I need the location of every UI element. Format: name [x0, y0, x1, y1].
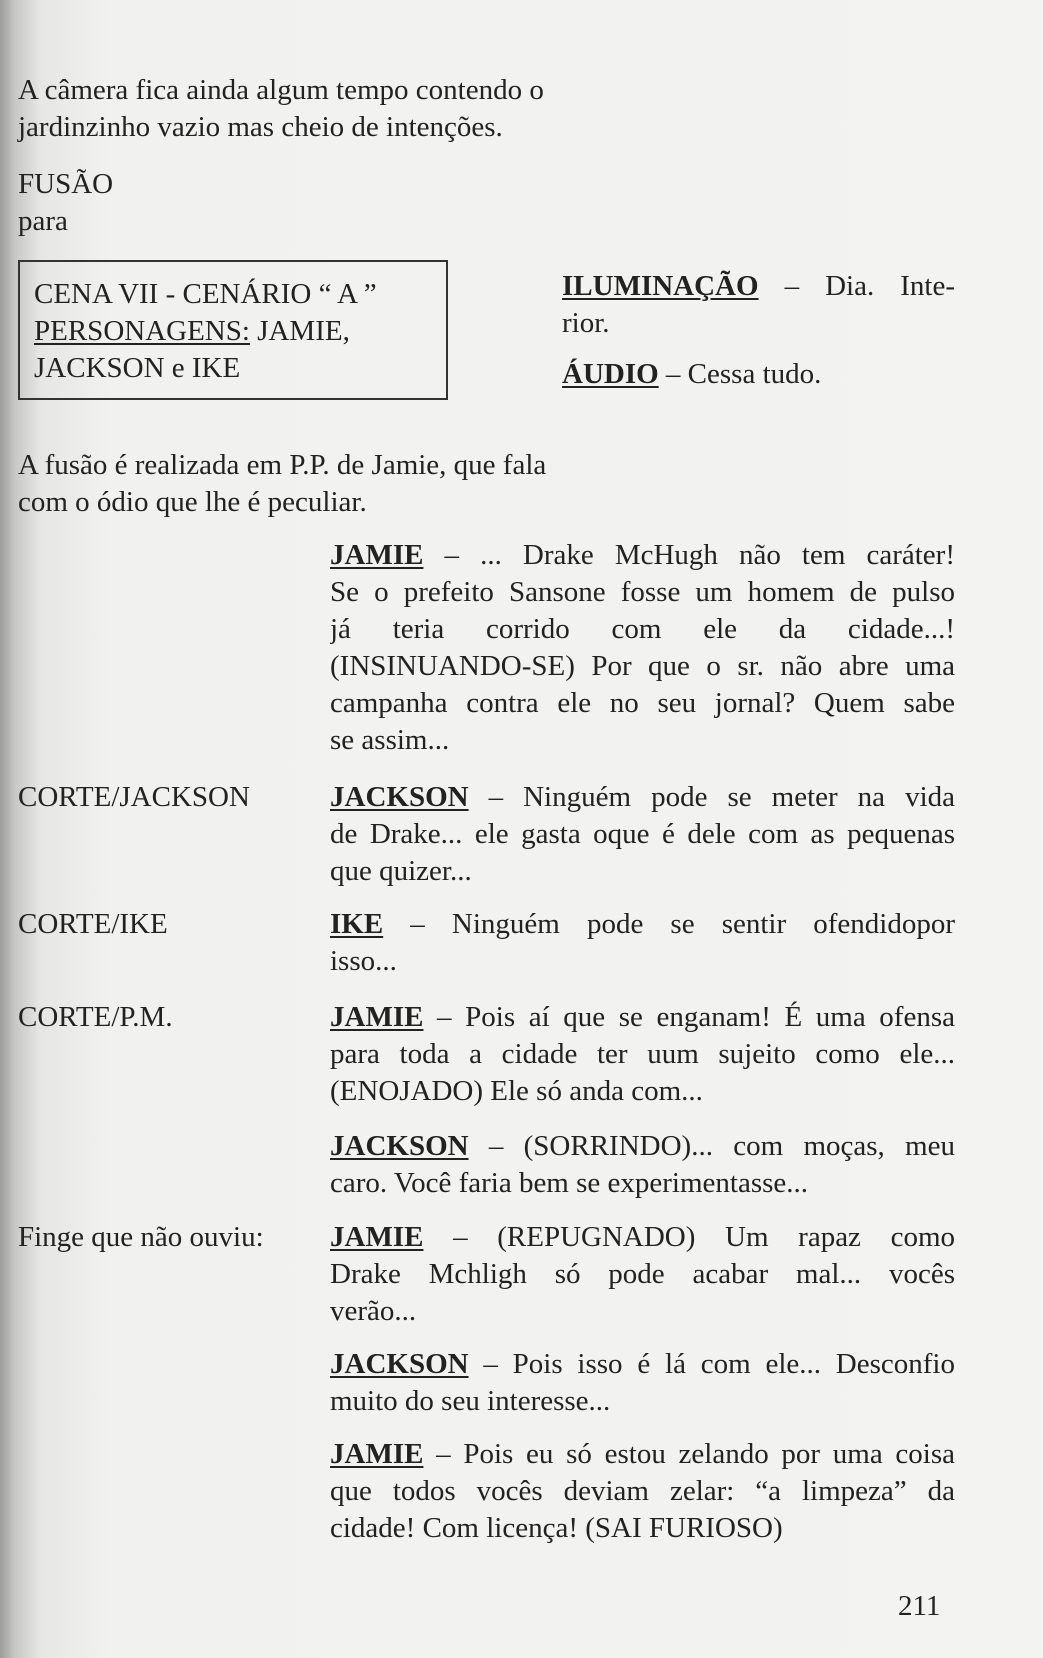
scene-characters [34, 313, 350, 350]
fusion-description-line: A fusão é realizada em P.P. de Jamie, que fala [18, 449, 547, 481]
dialogue-first-line [330, 537, 955, 574]
intro-line: A câmera fica ainda algum tempo contendo o [18, 74, 544, 106]
technical-notes [562, 268, 955, 393]
audio-note [562, 342, 955, 393]
dialogue-line: (INSINUANDO-SE) Por que o sr. não abre uma [330, 650, 955, 682]
cue-corte-ike: CORTE/IKE [18, 908, 168, 940]
speaker-name: JACKSON [330, 1130, 469, 1162]
cue-finge: Finge que não ouviu: [18, 1221, 264, 1253]
fusion-description-line: com o ódio que lhe é peculiar. [18, 486, 367, 518]
lighting-text: – Dia. Inte- [758, 270, 955, 302]
dialogue-line: Drake Mchligh só pode acabar mal... vocês [330, 1258, 955, 1290]
dialogue-first-line [330, 1436, 955, 1473]
dialogue-line: Se o prefeito Sansone fosse um homem de pulso [330, 576, 955, 608]
lighting-note [562, 268, 955, 305]
characters-first: JAMIE, [249, 315, 350, 347]
audio-label: ÁUDIO [562, 358, 659, 390]
cue-corte-jackson: CORTE/JACKSON [18, 781, 250, 813]
dialogue-line: que todos vocês deviam zelar: “a limpeza” da [330, 1475, 955, 1507]
speaker-name: JAMIE [330, 1438, 424, 1470]
dialogue-jackson-1 [330, 779, 955, 890]
dialogue-first-line [330, 906, 955, 943]
dialogue-line: para toda a cidade ter uum sujeito como ele... [330, 1038, 955, 1070]
dialogue-text: – (SORRINDO)... com moças, meu [468, 1130, 955, 1162]
dialogue-first-line [330, 1128, 955, 1165]
dialogue-line: que quizer... [330, 855, 472, 887]
cue-corte-pm: CORTE/P.M. [18, 1001, 173, 1033]
dialogue-line: campanha contra ele no seu jornal? Quem sabe [330, 687, 955, 719]
lighting-label: ILUMINAÇÃO [562, 270, 759, 302]
dialogue-text: – ... Drake McHugh não tem caráter! [423, 539, 955, 571]
page-number: 211 [898, 1590, 941, 1622]
dialogue-line: verão... [330, 1295, 417, 1327]
lighting-note-cont: rior. [562, 307, 610, 339]
dialogue-jamie-3 [330, 1219, 955, 1330]
speaker-name: JAMIE [330, 1001, 424, 1033]
speaker-name: JAMIE [330, 539, 424, 571]
dialogue-line: cidade! Com licença! (SAI FURIOSO) [330, 1512, 783, 1544]
speaker-name: JACKSON [330, 1348, 469, 1380]
transition-fusao: FUSÃO [18, 168, 114, 200]
dialogue-first-line [330, 779, 955, 816]
dialogue-jamie-2 [330, 999, 955, 1110]
dialogue-line: se assim... [330, 724, 450, 756]
dialogue-text: – Pois eu só estou zelando por uma coisa [423, 1438, 955, 1470]
dialogue-ike [330, 906, 955, 980]
dialogue-line: isso... [330, 945, 397, 977]
dialogue-line: de Drake... ele gasta oque é dele com as pequenas [330, 818, 955, 850]
speaker-name: JAMIE [330, 1221, 424, 1253]
transition-para: para [18, 205, 68, 237]
dialogue-first-line [330, 1219, 955, 1256]
dialogue-text: – Ninguém pode se meter na vida [468, 781, 955, 813]
dialogue-line: muito do seu interesse... [330, 1385, 611, 1417]
dialogue-jackson-3 [330, 1346, 955, 1420]
dialogue-text: – Pois aí que se enganam! É uma ofensa [423, 1001, 955, 1033]
dialogue-first-line [330, 1346, 955, 1383]
scene-title: CENA VII - CENÁRIO “ A ” [34, 278, 377, 310]
dialogue-first-line [330, 999, 955, 1036]
dialogue-text: – (REPUGNADO) Um rapaz como [423, 1221, 955, 1253]
characters-label: PERSONAGENS: [34, 315, 250, 347]
dialogue-jackson-2 [330, 1128, 955, 1202]
audio-text: – Cessa tudo. [658, 358, 822, 390]
dialogue-jamie-4 [330, 1436, 955, 1547]
speaker-name: JACKSON [330, 781, 469, 813]
scene-characters-cont: JACKSON e IKE [34, 352, 241, 384]
intro-line: jardinzinho vazio mas cheio de intenções. [18, 111, 503, 143]
speaker-name: IKE [330, 908, 384, 940]
dialogue-line: já teria corrido com ele da cidade...! [330, 613, 955, 645]
scene-heading-box [18, 260, 448, 400]
dialogue-jamie-1 [330, 537, 955, 759]
dialogue-line: (ENOJADO) Ele só anda com... [330, 1075, 703, 1107]
dialogue-text: – Pois isso é lá com ele... Desconfio [468, 1348, 955, 1380]
dialogue-line: caro. Você faria bem se experimentasse... [330, 1167, 809, 1199]
dialogue-text: – Ninguém pode se sentir ofendidopor [383, 908, 955, 940]
